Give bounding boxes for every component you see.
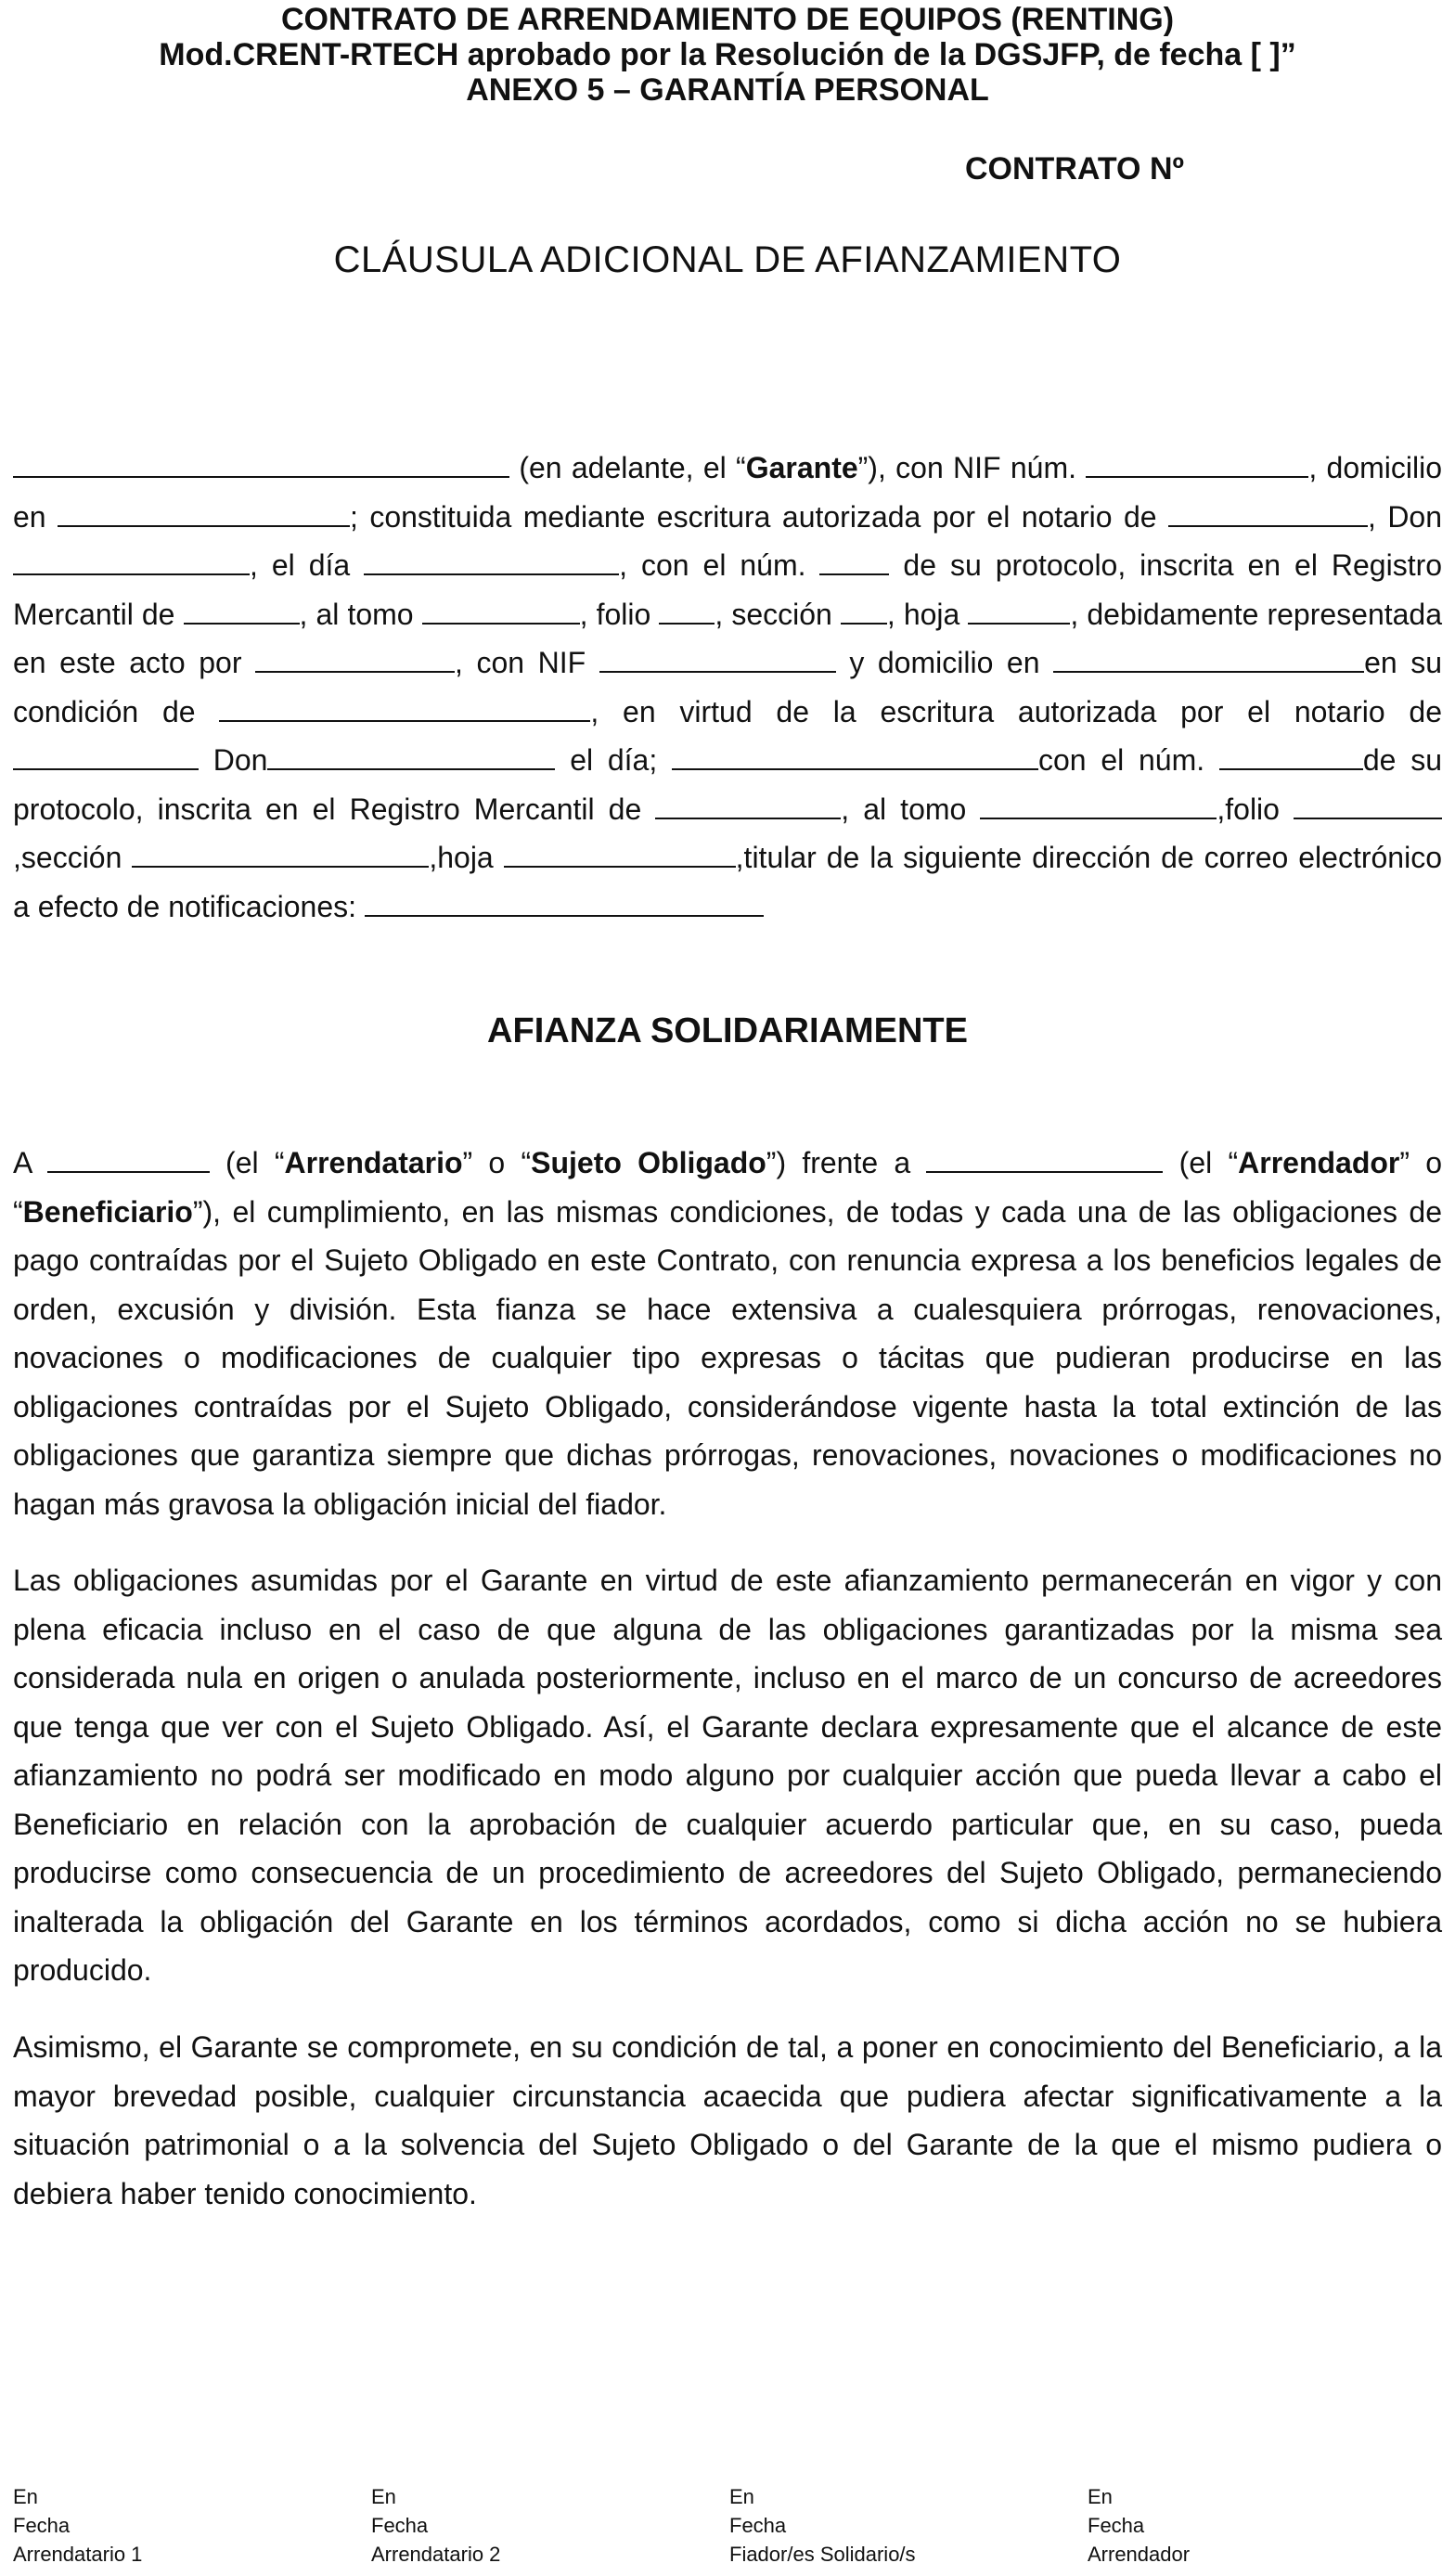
clause-title: CLÁUSULA ADICIONAL DE AFIANZAMIENTO	[333, 239, 1122, 280]
blank-nif[interactable]	[1086, 475, 1308, 478]
header-annex: ANEXO 5 – GARANTÍA PERSONAL	[466, 72, 989, 108]
blank-domicilio[interactable]	[58, 524, 350, 527]
term-sujeto-obligado: Sujeto Obligado	[531, 1146, 766, 1179]
blank-nif-representante[interactable]	[599, 670, 836, 673]
header-title: CONTRATO DE ARRENDAMIENTO DE EQUIPOS (RENTING)	[280, 2, 1175, 37]
signature-block-arrendatario-2: En Fecha Arrendatario 2	[371, 2485, 501, 2566]
term-garante: Garante	[745, 451, 858, 484]
blank-seccion-2[interactable]	[132, 865, 429, 868]
blank-domicilio-representante[interactable]	[1053, 670, 1364, 673]
header-model-reference: Mod.CRENT-RTECH aprobado por la Resolución de la DGSJFP, de fecha [ ]”	[159, 37, 1296, 72]
blank-registro-2[interactable]	[655, 817, 841, 819]
blank-don[interactable]	[13, 573, 250, 575]
notification-commitment-paragraph: Asimismo, el Garante se compromete, en su condición de tal, a poner en conocimiento del Beneficiario, a la mayor brevedad posible, cualquier circunstancia acaecida que pudiera afectar significativamente a la situación patrimonial o a la solvencia del Sujeto Obligado o del Garante de la que el mismo pudiera o debiera haber tenido conocimiento.	[13, 2030, 1442, 2210]
blank-notario[interactable]	[1168, 524, 1368, 527]
blank-seccion[interactable]	[841, 622, 887, 625]
blank-folio-2[interactable]	[1294, 817, 1442, 819]
blank-representante[interactable]	[255, 670, 455, 673]
term-arrendador: Arrendador	[1238, 1146, 1400, 1179]
blank-num-2[interactable]	[1219, 767, 1363, 770]
guarantee-paragraph: A (el “Arrendatario” o “Sujeto Obligado”) frente a (el “Arrendador” o “Beneficiario”), el cumplimiento, en las mismas condiciones, de todas y cada una de las obligaciones de pago contraídas por el Sujeto Obligado en este Contrato, con renuncia expresa a los beneficios legales de orden, excusión y división. Esta fianza se hace extensiva a cualesquiera prórrogas, renovaciones, novaciones o modificaciones de cualquier tipo expresas o tácitas que pudieran producirse en las obligaciones contraídas por el Sujeto Obligado, considerándose vigente hasta la total extinción de las obligaciones que garantiza siempre que dichas prórrogas, renovaciones, novaciones o modificaciones no hagan más gravosa la obligación inicial del fiador.	[13, 1146, 1443, 1521]
blank-hoja-2[interactable]	[504, 865, 736, 868]
blank-arrendador[interactable]	[926, 1170, 1163, 1173]
blank-hoja[interactable]	[968, 622, 1070, 625]
blank-registro[interactable]	[184, 622, 300, 625]
signature-block-arrendatario-1: En Fecha Arrendatario 1	[13, 2485, 143, 2566]
afianza-title: AFIANZA SOLIDARIAMENTE	[487, 1011, 968, 1050]
term-beneficiario: Beneficiario	[22, 1194, 193, 1229]
blank-email[interactable]	[365, 914, 764, 917]
term-arrendatario: Arrendatario	[284, 1146, 463, 1179]
blank-tomo-2[interactable]	[980, 817, 1217, 819]
blank-guarantor-name[interactable]	[13, 475, 509, 478]
signature-block-arrendador: En Fecha Arrendador	[1088, 2485, 1191, 2566]
blank-num[interactable]	[819, 573, 889, 575]
guarantor-identification-paragraph: (en adelante, el “Garante”), con NIF núm. , domicilio en ; constituida mediante escritura autorizada por el notario de , Don , el día , con el núm. de su protocolo, inscrita en el Registro Mercantil de , al tomo , folio , sección , hoja , debidamente representada en este acto por , con NIF y domicilio en en su condición de , en virtud de la escritura autorizada por el notario de Don el día; con el núm. de su protocolo, inscrita en el Registro Mercantil de , al tomo ,folio ,sección ,hoja ,titular de la siguiente dirección de correo electrónico a efecto de notificaciones:	[13, 451, 1443, 923]
blank-tomo[interactable]	[422, 622, 580, 625]
obligations-validity-paragraph: Las obligaciones asumidas por el Garante en virtud de este afianzamiento permanecerán en vigor y con plena eficacia incluso en el caso de que alguna de las obligaciones garantizadas por la misma sea considerada nula en origen o anulada posteriormente, incluso en el marco de un concurso de acreedores que tenga que ver con el Sujeto Obligado. Así, el Garante declara expresamente que el alcance de este afianzamiento no podrá ser modificado en modo alguno por cualquier acción que pueda llevar a cabo el Beneficiario en relación con la aprobación de cualquier acuerdo particular que, en su caso, pueda producirse como consecuencia de un procedimiento de acreedores del Sujeto Obligado, permaneciendo inalterada la obligación del Garante en los términos acordados, como si dicha acción no se hubiera producido.	[13, 1564, 1442, 1987]
blank-dia-2[interactable]	[672, 767, 1038, 770]
blank-condicion[interactable]	[219, 719, 590, 722]
blank-don-2[interactable]	[267, 767, 555, 770]
contract-number-label: CONTRATO Nº	[965, 151, 1184, 187]
blank-dia[interactable]	[364, 573, 619, 575]
blank-arrendatario[interactable]	[47, 1170, 210, 1173]
blank-folio[interactable]	[659, 622, 715, 625]
signature-block-fiador: En Fecha Fiador/es Solidario/s	[729, 2485, 916, 2566]
blank-notario-2[interactable]	[13, 767, 199, 770]
